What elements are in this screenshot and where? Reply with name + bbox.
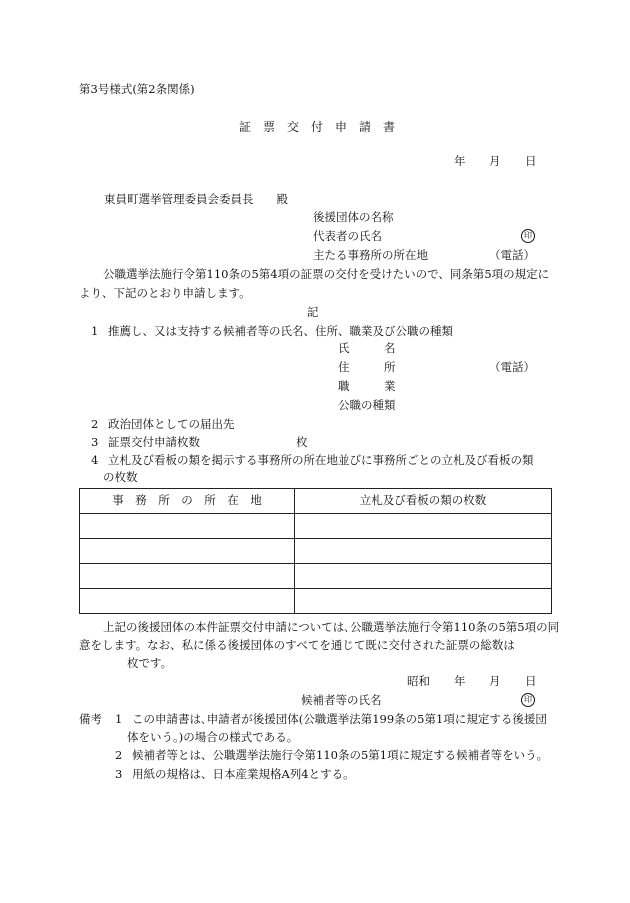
candidate-address-label: 住 所 <box>338 360 396 374</box>
table-row <box>80 514 552 539</box>
date-day-label: 日 <box>525 154 537 168</box>
remark2-number: 2 <box>115 748 123 762</box>
remark3-number: 3 <box>115 767 123 781</box>
office-location-cell[interactable] <box>80 539 295 564</box>
office-signboard-table <box>79 488 552 614</box>
signboard-count-header: 立札及び看板の類の枚数 <box>295 489 552 514</box>
signboard-count-cell[interactable] <box>295 589 552 614</box>
item1-number: 1 <box>91 324 99 338</box>
item4-text-cont: の枚数 <box>103 470 138 484</box>
remarks-label: 備考 <box>79 712 102 726</box>
candidate-phone-label: （電話） <box>489 360 535 374</box>
seal-mark: 印 <box>521 229 535 243</box>
candidate-name-label: 氏 名 <box>338 341 396 355</box>
consent-year-label: 年 <box>454 674 466 688</box>
item4-number: 4 <box>91 453 99 467</box>
consent-month-label: 月 <box>489 674 501 688</box>
candidate-occupation-label: 職 業 <box>338 379 396 393</box>
candidate-seal-mark: 印 <box>521 693 535 707</box>
form-number: 第3号様式(第2条関係) <box>79 82 195 96</box>
office-address-label: 主たる事務所の所在地 <box>313 248 428 262</box>
table-row <box>80 539 552 564</box>
candidate-signature-label: 候補者等の氏名 <box>301 693 382 707</box>
item1-text: 推薦し、又は支持する候補者等の氏名、住所、職業及び公職の種類 <box>108 324 453 338</box>
item4-text: 立札及び看板の類を掲示する事務所の所在地並びに事務所ごとの立札及び看板の類 <box>108 453 534 467</box>
office-location-cell[interactable] <box>80 514 295 539</box>
ki-heading: 記 <box>307 305 319 319</box>
candidate-office-type-label: 公職の種類 <box>338 398 396 412</box>
item2-number: 2 <box>91 417 99 431</box>
table-header-row <box>80 489 552 514</box>
remark1-text: この申請書は､申請者が後援団体(公職選挙法第199条の5第1項に規定する後援団 <box>132 712 547 726</box>
body-text-line1: 公職選挙法施行令第110条の5第4項の証票の交付を受けたいので、同条第5項の規定に <box>103 267 550 281</box>
table-row <box>80 589 552 614</box>
remark1-text-cont: 体をいう。)の場合の様式である。 <box>127 730 299 744</box>
signboard-count-cell[interactable] <box>295 539 552 564</box>
consent-era-label: 昭和 <box>407 674 430 688</box>
consent-text-line3: 枚です。 <box>127 656 173 670</box>
office-location-header: 事 務 所 の 所 在 地 <box>80 489 295 514</box>
consent-text-line2: 意をします。なお、私に係る後援団体のすべてを通じて既に交付された証票の総数は <box>79 638 515 652</box>
office-location-cell[interactable] <box>80 564 295 589</box>
form-title: 証 票 交 付 申 請 書 <box>239 120 396 134</box>
date-year-label: 年 <box>454 154 466 168</box>
rep-name-label: 代表者の氏名 <box>313 229 382 243</box>
body-text-line2: より、下記のとおり申請します。 <box>79 286 251 300</box>
signboard-count-cell[interactable] <box>295 564 552 589</box>
table-row <box>80 564 552 589</box>
addressee: 東員町選挙管理委員会委員長 殿 <box>104 192 288 206</box>
consent-text-line1: 上記の後援団体の本件証票交付申請については､公職選挙法施行令第110条の5第5項の同 <box>103 620 560 634</box>
item3-text: 証票交付申請枚数 <box>108 435 200 449</box>
item3-unit: 枚 <box>296 435 308 449</box>
applicant-phone-label: （電話） <box>489 248 535 262</box>
consent-day-label: 日 <box>525 674 537 688</box>
org-name-label: 後援団体の名称 <box>313 210 394 224</box>
date-month-label: 月 <box>489 154 501 168</box>
signboard-count-cell[interactable] <box>295 514 552 539</box>
item3-number: 3 <box>91 435 99 449</box>
remark3-text: 用紙の規格は、日本産業規格A列4とする。 <box>132 767 355 781</box>
remark2-text: 候補者等とは、公職選挙法施行令第110条の5第1項に規定する候補者等をいう。 <box>132 748 549 762</box>
remark1-number: 1 <box>115 712 123 726</box>
office-location-cell[interactable] <box>80 589 295 614</box>
item2-text: 政治団体としての届出先 <box>108 417 235 431</box>
